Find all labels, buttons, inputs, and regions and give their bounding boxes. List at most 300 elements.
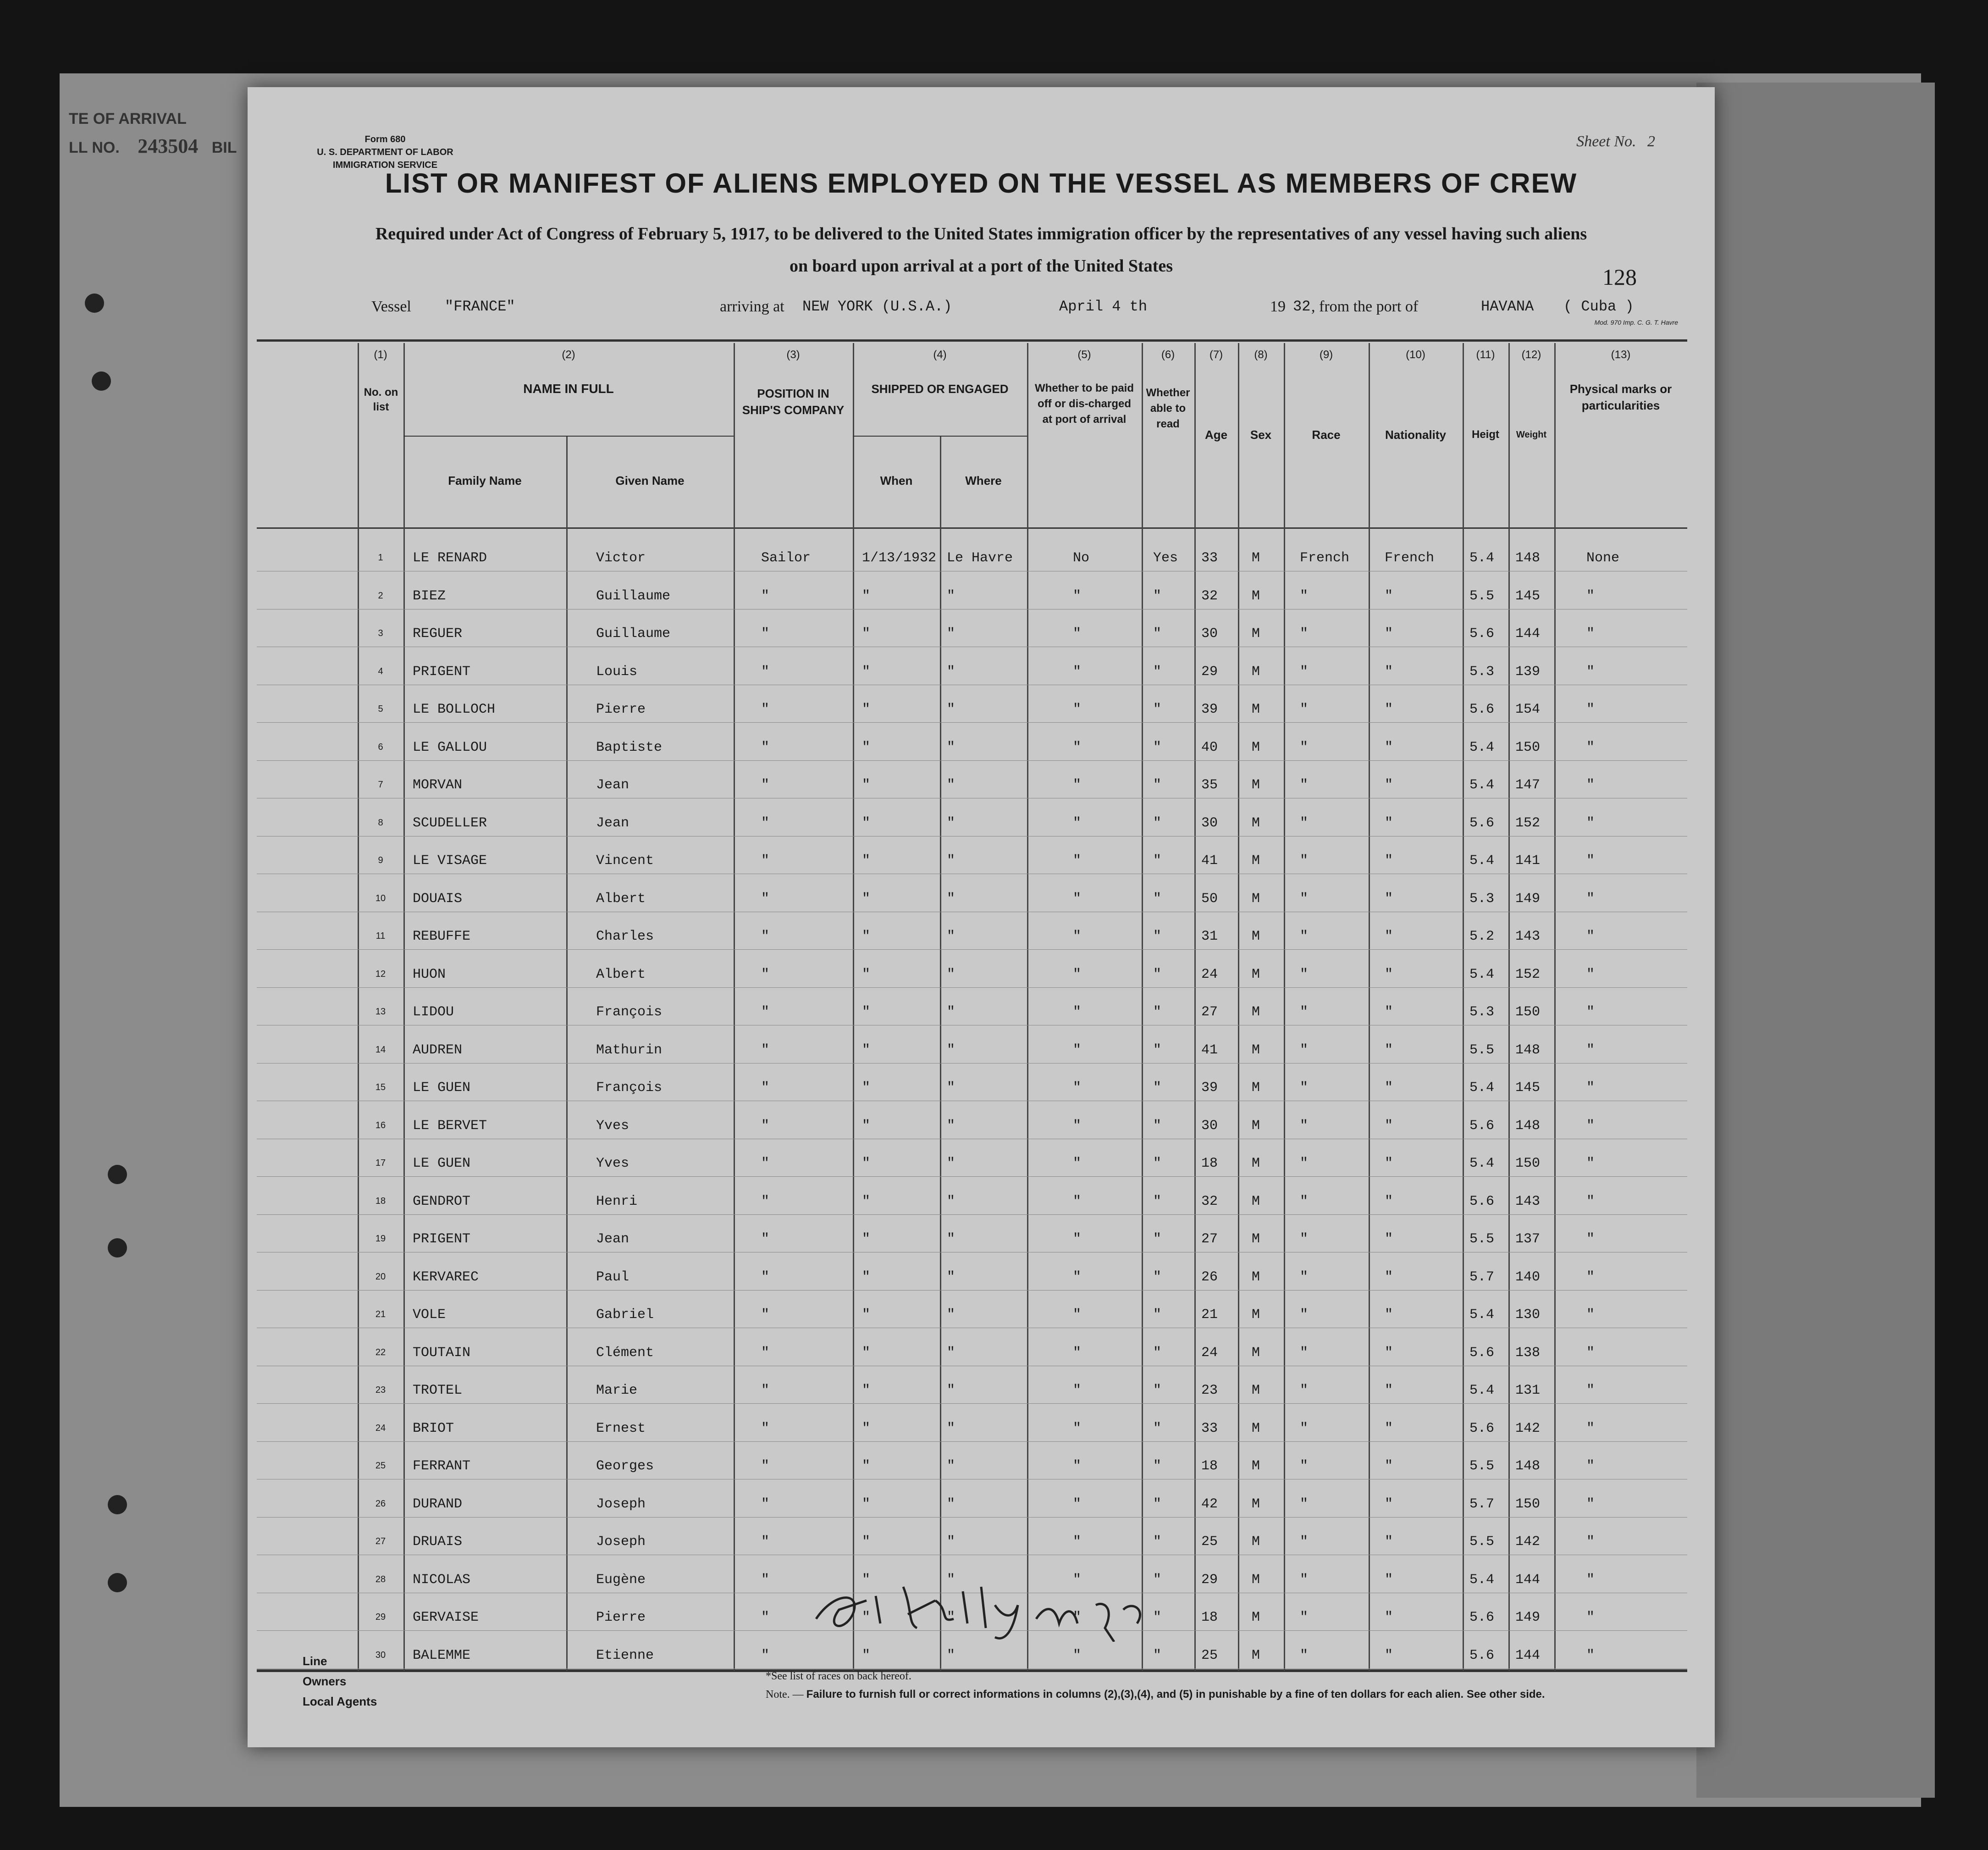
height-cell: 5.3: [1469, 1004, 1495, 1020]
paid-off-cell: ": [1073, 1118, 1082, 1134]
vessel-label: Vessel: [371, 298, 411, 315]
age-cell: 30: [1201, 815, 1218, 831]
paid-off-cell: ": [1073, 1004, 1082, 1020]
sex-cell: M: [1252, 1307, 1260, 1323]
row-rule: [257, 1517, 1687, 1518]
sex-cell: M: [1252, 777, 1260, 793]
row-number: 16: [375, 1120, 386, 1130]
position-cell: ": [761, 853, 770, 869]
age-cell: 39: [1201, 702, 1218, 717]
list-number-row: [69, 134, 243, 158]
weight-cell: 139: [1515, 664, 1541, 680]
sex-cell: M: [1252, 929, 1260, 944]
age-cell: 27: [1201, 1231, 1218, 1247]
weight-cell: 143: [1515, 1193, 1541, 1209]
row-number: 9: [378, 855, 383, 865]
given-name-cell: Guillaume: [596, 626, 671, 642]
weight-cell: 148: [1515, 1458, 1541, 1474]
weight-cell: 152: [1515, 966, 1541, 982]
race-cell: French: [1300, 550, 1350, 566]
sex-cell: M: [1252, 1572, 1260, 1588]
age-cell: 18: [1201, 1458, 1218, 1474]
where-cell: ": [947, 1420, 955, 1436]
nationality-cell: ": [1385, 929, 1393, 944]
weight-cell: 152: [1515, 815, 1541, 831]
sex-cell: M: [1252, 1345, 1260, 1361]
age-cell: 18: [1201, 1156, 1218, 1171]
row-number: 26: [375, 1498, 386, 1509]
able-to-read-cell: ": [1153, 1383, 1162, 1398]
able-to-read-cell: ": [1153, 1307, 1162, 1323]
footer-labels: [303, 1651, 377, 1712]
family-name-cell: LE GUEN: [413, 1080, 471, 1096]
family-name-cell: TOUTAIN: [413, 1345, 471, 1361]
age-cell: 26: [1201, 1269, 1218, 1285]
physical-marks-cell: ": [1586, 1231, 1595, 1247]
position-cell: ": [761, 1647, 770, 1663]
race-cell: ": [1300, 588, 1309, 604]
column-number: (12): [1521, 349, 1541, 361]
sex-cell: M: [1252, 739, 1260, 755]
position-cell: ": [761, 1345, 770, 1361]
punch-hole: [92, 371, 111, 391]
header-able-to-read: Whether able to read: [1146, 387, 1190, 430]
row-rule: [257, 1441, 1687, 1442]
age-cell: 33: [1201, 550, 1218, 566]
given-name-cell: Baptiste: [596, 739, 663, 755]
weight-cell: 138: [1515, 1345, 1541, 1361]
arriving-port: NEW YORK (U.S.A.): [802, 298, 952, 315]
physical-marks-cell: ": [1586, 1156, 1595, 1171]
height-cell: 5.6: [1469, 1610, 1495, 1625]
height-cell: 5.6: [1469, 1420, 1495, 1436]
nationality-cell: ": [1385, 1458, 1393, 1474]
bil-label: BIL: [211, 139, 237, 156]
paid-off-cell: ": [1073, 1345, 1082, 1361]
row-number: 3: [378, 628, 383, 638]
form-number: Form 680: [364, 134, 406, 144]
department-name: U. S. DEPARTMENT OF LABOR: [317, 147, 453, 157]
weight-cell: 137: [1515, 1231, 1541, 1247]
header-when: When: [880, 474, 913, 487]
nationality-cell: ": [1385, 626, 1393, 642]
race-cell: ": [1300, 1042, 1309, 1058]
able-to-read-cell: Yes: [1153, 550, 1178, 566]
race-cell: ": [1300, 1420, 1309, 1436]
paid-off-cell: ": [1073, 1269, 1082, 1285]
age-cell: 42: [1201, 1496, 1218, 1512]
height-cell: 5.4: [1469, 1307, 1495, 1323]
paid-off-cell: ": [1073, 815, 1082, 831]
family-name-cell: HUON: [413, 966, 446, 982]
column-divider: [734, 343, 735, 1671]
penalty-note: [766, 1685, 1545, 1704]
when-cell: ": [862, 1572, 871, 1588]
family-name-cell: GENDROT: [413, 1193, 471, 1209]
able-to-read-cell: ": [1153, 1042, 1162, 1058]
height-cell: 5.3: [1469, 891, 1495, 907]
family-name-cell: REBUFFE: [413, 929, 471, 944]
position-cell: ": [761, 1496, 770, 1512]
physical-marks-cell: ": [1586, 588, 1595, 604]
able-to-read-cell: ": [1153, 1647, 1162, 1663]
column-number: (13): [1611, 349, 1631, 361]
family-name-cell: SCUDELLER: [413, 815, 487, 831]
line-label: Line: [303, 1654, 327, 1668]
header-physical-marks: Physical marks or particularities: [1569, 382, 1672, 412]
row-number: 11: [376, 931, 386, 941]
physical-marks-cell: ": [1586, 1383, 1595, 1398]
where-cell: Le Havre: [947, 550, 1013, 566]
race-cell: ": [1300, 1193, 1309, 1209]
where-cell: ": [947, 815, 955, 831]
age-cell: 25: [1201, 1647, 1218, 1663]
page-subtitle: [266, 218, 1696, 282]
when-cell: ": [862, 1345, 871, 1361]
header-where: Where: [965, 474, 1002, 487]
arrival-label: TE OF ARRIVAL: [69, 110, 187, 127]
race-cell: ": [1300, 1345, 1309, 1361]
row-number: 12: [375, 969, 386, 979]
race-cell: ": [1300, 1118, 1309, 1134]
nationality-cell: ": [1385, 1647, 1393, 1663]
nationality-cell: ": [1385, 588, 1393, 604]
nationality-cell: ": [1385, 1042, 1393, 1058]
column-number: (5): [1077, 349, 1091, 361]
punch-hole: [108, 1238, 127, 1257]
footer-note: [766, 1667, 1545, 1704]
column-divider: [358, 343, 359, 1671]
where-cell: ": [947, 777, 955, 793]
where-cell: ": [947, 1004, 955, 1020]
form-identification: [289, 133, 481, 172]
row-rule: [257, 987, 1687, 988]
able-to-read-cell: ": [1153, 1458, 1162, 1474]
sex-cell: M: [1252, 1496, 1260, 1512]
height-cell: 5.6: [1469, 1647, 1495, 1663]
where-cell: ": [947, 1458, 955, 1474]
height-cell: 5.5: [1469, 1458, 1495, 1474]
paid-off-cell: ": [1073, 1420, 1082, 1436]
height-cell: 5.4: [1469, 966, 1495, 982]
paid-off-cell: ": [1073, 1042, 1082, 1058]
sheet-number-value: 2: [1647, 133, 1655, 150]
race-cell: ": [1300, 739, 1309, 755]
position-cell: ": [761, 891, 770, 907]
race-cell: ": [1300, 1231, 1309, 1247]
physical-marks-cell: ": [1586, 1610, 1595, 1625]
age-cell: 29: [1201, 1572, 1218, 1588]
weight-cell: 144: [1515, 1647, 1541, 1663]
weight-cell: 148: [1515, 550, 1541, 566]
row-number: 1: [378, 553, 383, 563]
nationality-cell: ": [1385, 1420, 1393, 1436]
family-name-cell: GERVAISE: [413, 1610, 479, 1625]
header-paid-off: Whether to be paid off or dis-charged at port of arrival: [1035, 382, 1134, 426]
position-cell: ": [761, 1610, 770, 1625]
arrival-date: April 4 th: [1059, 298, 1148, 315]
owners-label: Owners: [303, 1674, 347, 1688]
weight-cell: 144: [1515, 626, 1541, 642]
where-cell: ": [947, 588, 955, 604]
physical-marks-cell: ": [1586, 1118, 1595, 1134]
header-given-name: Given Name: [615, 474, 685, 487]
when-cell: ": [862, 1496, 871, 1512]
given-name-cell: Yves: [596, 1118, 630, 1134]
sex-cell: M: [1252, 966, 1260, 982]
able-to-read-cell: ": [1153, 853, 1162, 869]
age-cell: 23: [1201, 1383, 1218, 1398]
given-name-cell: Paul: [596, 1269, 630, 1285]
race-cell: ": [1300, 1610, 1309, 1625]
height-cell: 5.4: [1469, 1156, 1495, 1171]
column-divider: [1238, 343, 1239, 1671]
able-to-read-cell: ": [1153, 1420, 1162, 1436]
able-to-read-cell: ": [1153, 966, 1162, 982]
age-cell: 40: [1201, 739, 1218, 755]
sex-cell: M: [1252, 1610, 1260, 1625]
nationality-cell: French: [1385, 550, 1435, 566]
column-number: (10): [1406, 349, 1425, 361]
where-cell: ": [947, 1042, 955, 1058]
header-weight: Weight: [1516, 430, 1547, 440]
punch-hole: [108, 1573, 127, 1592]
able-to-read-cell: ": [1153, 1004, 1162, 1020]
where-cell: ": [947, 664, 955, 680]
column-divider: [1142, 343, 1143, 1671]
when-cell: ": [862, 1042, 871, 1058]
family-name-cell: FERRANT: [413, 1458, 471, 1474]
row-number: 21: [375, 1309, 386, 1319]
family-name-cell: DURAND: [413, 1496, 463, 1512]
nationality-cell: ": [1385, 1080, 1393, 1096]
row-rule: [257, 1176, 1687, 1177]
family-name-cell: LE BOLLOCH: [413, 702, 496, 717]
nationality-cell: ": [1385, 664, 1393, 680]
height-cell: 5.4: [1469, 550, 1495, 566]
sex-cell: M: [1252, 1458, 1260, 1474]
where-cell: ": [947, 1080, 955, 1096]
able-to-read-cell: ": [1153, 1118, 1162, 1134]
height-cell: 5.6: [1469, 1193, 1495, 1209]
sheet-number: [1576, 133, 1655, 150]
race-cell: ": [1300, 1004, 1309, 1020]
race-cell: ": [1300, 1496, 1309, 1512]
manifest-sheet: [248, 87, 1715, 1747]
when-cell: ": [862, 1647, 871, 1663]
paid-off-cell: ": [1073, 664, 1082, 680]
sex-cell: M: [1252, 1193, 1260, 1209]
nationality-cell: ": [1385, 1610, 1393, 1625]
column-divider: [1463, 343, 1464, 1671]
where-cell: ": [947, 1534, 955, 1550]
race-cell: ": [1300, 664, 1309, 680]
race-cell: ": [1300, 1458, 1309, 1474]
where-cell: ": [947, 1269, 955, 1285]
list-number-label: LL NO.: [69, 139, 120, 156]
sex-cell: M: [1252, 1647, 1260, 1663]
sex-cell: M: [1252, 626, 1260, 642]
from-port-label: , from the port of: [1311, 298, 1419, 315]
nationality-cell: ": [1385, 739, 1393, 755]
height-cell: 5.6: [1469, 626, 1495, 642]
races-note: *See list of races on back hereof.: [766, 1670, 911, 1682]
nationality-cell: ": [1385, 1345, 1393, 1361]
sex-cell: M: [1252, 702, 1260, 717]
age-cell: 39: [1201, 1080, 1218, 1096]
sex-cell: M: [1252, 891, 1260, 907]
height-cell: 5.4: [1469, 739, 1495, 755]
paid-off-cell: ": [1073, 1156, 1082, 1171]
able-to-read-cell: ": [1153, 664, 1162, 680]
sex-cell: M: [1252, 1042, 1260, 1058]
list-number: 243504: [138, 135, 199, 157]
able-to-read-cell: ": [1153, 739, 1162, 755]
physical-marks-cell: ": [1586, 1420, 1595, 1436]
able-to-read-cell: ": [1153, 1534, 1162, 1550]
nationality-cell: ": [1385, 777, 1393, 793]
service-name: IMMIGRATION SERVICE: [332, 160, 438, 170]
paid-off-cell: ": [1073, 1534, 1082, 1550]
subtitle-line-1: Required under Act of Congress of February 5, 1917, to be delivered to the United States immigration officer by the representatives of any vessel having such aliens: [375, 224, 1587, 244]
paid-off-cell: ": [1073, 853, 1082, 869]
weight-cell: 143: [1515, 929, 1541, 944]
weight-cell: 141: [1515, 853, 1541, 869]
row-number: 19: [375, 1234, 386, 1244]
vessel-name: "FRANCE": [445, 298, 515, 315]
family-name-cell: LE BERVET: [413, 1118, 487, 1134]
column-number: (4): [933, 349, 947, 361]
nationality-cell: ": [1385, 1534, 1393, 1550]
column-number: (3): [786, 349, 800, 361]
family-name-cell: PRIGENT: [413, 664, 471, 680]
paid-off-cell: ": [1073, 1383, 1082, 1398]
height-cell: 5.4: [1469, 1080, 1495, 1096]
physical-marks-cell: None: [1586, 550, 1620, 566]
race-cell: ": [1300, 1156, 1309, 1171]
left-margin-strip: [69, 110, 243, 164]
sex-cell: M: [1252, 1269, 1260, 1285]
family-name-cell: DRUAIS: [413, 1534, 463, 1550]
physical-marks-cell: ": [1586, 1345, 1595, 1361]
age-cell: 27: [1201, 1004, 1218, 1020]
where-cell: ": [947, 1307, 955, 1323]
when-cell: ": [862, 1156, 871, 1171]
sex-cell: M: [1252, 1383, 1260, 1398]
when-cell: ": [862, 1080, 871, 1096]
given-name-cell: Georges: [596, 1458, 654, 1474]
given-name-cell: Pierre: [596, 702, 646, 717]
weight-cell: 149: [1515, 891, 1541, 907]
row-number: 17: [375, 1158, 386, 1168]
paid-off-cell: ": [1073, 891, 1082, 907]
race-cell: ": [1300, 1647, 1309, 1663]
race-cell: ": [1300, 1307, 1309, 1323]
note-text: Failure to furnish full or correct informations in columns (2),(3),(4), and (5) in punishable by a fine of ten dollars for each alien. See other side.: [806, 1688, 1545, 1700]
physical-marks-cell: ": [1586, 1458, 1595, 1474]
column-number: (9): [1319, 349, 1333, 361]
age-cell: 30: [1201, 1118, 1218, 1134]
family-name-cell: LIDOU: [413, 1004, 454, 1020]
column-number: (2): [562, 349, 575, 361]
race-cell: ": [1300, 777, 1309, 793]
column-divider: [1194, 343, 1196, 1671]
row-rule: [257, 1214, 1687, 1215]
age-cell: 32: [1201, 1193, 1218, 1209]
position-cell: ": [761, 1156, 770, 1171]
age-cell: 18: [1201, 1610, 1218, 1625]
family-name-cell: BIEZ: [413, 588, 446, 604]
weight-cell: 142: [1515, 1534, 1541, 1550]
nationality-cell: ": [1385, 1118, 1393, 1134]
header-age: Age: [1204, 428, 1228, 442]
able-to-read-cell: ": [1153, 1496, 1162, 1512]
given-name-cell: François: [596, 1004, 663, 1020]
physical-marks-cell: ": [1586, 853, 1595, 869]
when-cell: ": [862, 1231, 871, 1247]
position-cell: ": [761, 815, 770, 831]
height-cell: 5.4: [1469, 777, 1495, 793]
given-name-cell: Yves: [596, 1156, 630, 1171]
column-divider: [940, 436, 941, 1671]
header-shipped-or-engaged: SHIPPED OR ENGAGED: [871, 382, 1009, 396]
race-cell: ": [1300, 626, 1309, 642]
sex-cell: M: [1252, 1118, 1260, 1134]
row-number: 6: [378, 742, 383, 752]
position-cell: ": [761, 1269, 770, 1285]
row-rule: [257, 1403, 1687, 1404]
race-cell: ": [1300, 1534, 1309, 1550]
header-bottom-border: [257, 527, 1687, 529]
weight-cell: 131: [1515, 1383, 1541, 1398]
position-cell: ": [761, 1118, 770, 1134]
able-to-read-cell: ": [1153, 1610, 1162, 1625]
race-cell: ": [1300, 1572, 1309, 1588]
when-cell: ": [862, 1307, 871, 1323]
race-cell: ": [1300, 929, 1309, 944]
position-cell: ": [761, 588, 770, 604]
header-nationality: Nationality: [1385, 428, 1446, 442]
stamp-number: 128: [1602, 264, 1637, 290]
position-cell: ": [761, 1307, 770, 1323]
background-sheet-right: [1696, 83, 1935, 1798]
position-cell: ": [761, 966, 770, 982]
position-cell: ": [761, 739, 770, 755]
sheet-number-label: Sheet No.: [1576, 133, 1636, 150]
local-agents-label: Local Agents: [303, 1695, 377, 1708]
weight-cell: 154: [1515, 702, 1541, 717]
where-cell: ": [947, 1156, 955, 1171]
age-cell: 25: [1201, 1534, 1218, 1550]
age-cell: 31: [1201, 929, 1218, 944]
inspector-signature: [798, 1573, 1174, 1642]
where-cell: ": [947, 1647, 955, 1663]
when-cell: ": [862, 777, 871, 793]
header-family-name: Family Name: [448, 474, 522, 487]
height-cell: 5.6: [1469, 702, 1495, 717]
paid-off-cell: ": [1073, 1231, 1082, 1247]
able-to-read-cell: ": [1153, 1156, 1162, 1171]
physical-marks-cell: ": [1586, 1496, 1595, 1512]
family-name-cell: BALEMME: [413, 1647, 471, 1663]
nationality-cell: ": [1385, 1269, 1393, 1285]
given-name-cell: Albert: [596, 966, 646, 982]
header-race: Race: [1312, 428, 1341, 442]
able-to-read-cell: ": [1153, 777, 1162, 793]
column-number: (11): [1476, 349, 1495, 361]
nationality-cell: ": [1385, 1004, 1393, 1020]
physical-marks-cell: ": [1586, 1004, 1595, 1020]
